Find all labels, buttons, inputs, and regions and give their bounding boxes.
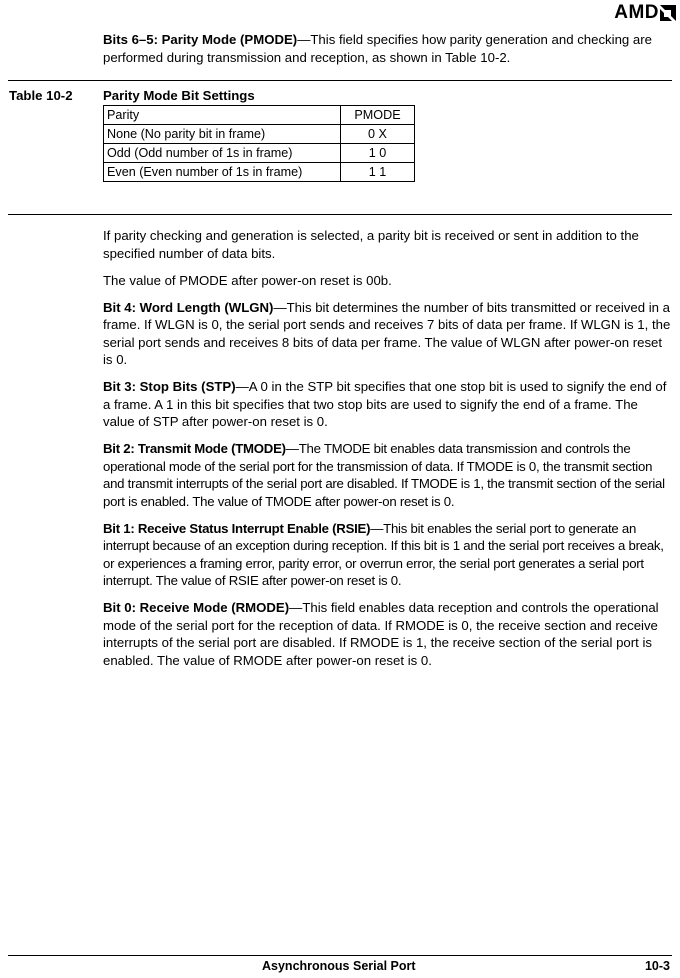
- table-row: [104, 125, 415, 144]
- rsie-heading: Bit 1: Receive Status Interrupt Enable (RSIE): [103, 520, 371, 536]
- parity-mode-table: [103, 105, 415, 182]
- paragraph-text: —This bit enables the serial port to generate an interrupt because of an exception during reception. If this bit is 1 and the serial port receives a break, or experiences a framing error, parity error, or overrun error, the serial port generates a serial port interrupt. The value of RSIE after power-on reset is 0.: [103, 520, 664, 588]
- wlgn-description: [103, 299, 673, 369]
- pmode-heading: Bits 6–5: Parity Mode (PMODE): [103, 32, 298, 47]
- table-row: [104, 163, 415, 182]
- cell-parity: Odd (Odd number of 1s in frame): [104, 144, 341, 163]
- rmode-description: [103, 599, 673, 669]
- paragraph-text: —A 0 in the STP bit specifies that one stop bit is used to signify the end of a frame. A 1 in this bit specifies that two stop bits are used to signify the end of a frame. The value of STP after power-on reset is 0.: [103, 379, 667, 429]
- header-pmode: PMODE: [341, 106, 415, 125]
- amd-arrow-icon: [660, 5, 676, 21]
- footer-chapter-title: Asynchronous Serial Port: [262, 959, 416, 973]
- paragraph-text: The value of PMODE after power-on reset is 00b.: [103, 272, 392, 288]
- parity-note: [103, 227, 673, 262]
- pmode-description: [103, 31, 673, 66]
- table-row: [104, 144, 415, 163]
- cell-pmode: 0 X: [341, 125, 415, 144]
- logo-text: AMD: [614, 2, 659, 23]
- header-parity: Parity: [104, 106, 341, 125]
- pmode-reset-note: [103, 272, 673, 290]
- stp-heading: Bit 3: Stop Bits (STP): [103, 379, 236, 394]
- cell-parity: Even (Even number of 1s in frame): [104, 163, 341, 182]
- stp-description: [103, 378, 673, 431]
- cell-parity: None (No parity bit in frame): [104, 125, 341, 144]
- page-number: 10-3: [644, 959, 670, 973]
- pmode-text: —This field specifies how parity generation and checking are performed during transmission and reception, as shown in Table 10-2.: [103, 32, 652, 65]
- cell-pmode: 1 1: [341, 163, 415, 182]
- table-title: Parity Mode Bit Settings: [103, 88, 255, 103]
- tmode-heading: Bit 2: Transmit Mode (TMODE): [103, 441, 286, 456]
- rmode-heading: Bit 0: Receive Mode (RMODE): [103, 600, 290, 615]
- table-top-rule: [8, 80, 672, 81]
- paragraph-text: —This bit determines the number of bits transmitted or received in a frame. If WLGN is 0, the serial port sends and receives 7 bits of data per frame. If WLGN is 1, the serial port sends and receives 8 bits of data per frame. The value of WLGN after power-on reset is 0.: [103, 299, 671, 367]
- rsie-description: [103, 520, 673, 590]
- wlgn-heading: Bit 4: Word Length (WLGN): [103, 299, 274, 315]
- amd-logo: [614, 2, 676, 24]
- table-header-row: [104, 106, 415, 125]
- table-number: Table 10-2: [9, 88, 73, 103]
- register-bit-descriptions: [103, 227, 673, 679]
- cell-pmode: 1 0: [341, 144, 415, 163]
- paragraph-text: —This field enables data reception and controls the operational mode of the serial port for the reception of data. If RMODE is 0, the receive section and receive interrupts of the serial port are disabled. If RMODE is 1, the receive section of the serial port is enabled. The value of RMODE after power-on reset is 0.: [103, 600, 659, 668]
- table-bottom-rule: [8, 214, 672, 215]
- paragraph-text: —The TMODE bit enables data transmission and controls the operational mode of the serial port for the transmission of data. If TMODE is 0, the transmit section and transmit interrupts of the serial port are disabled. If TMODE is 1, the transmit section of the serial port is enabled. The value of TMODE after power-on reset is 0.: [103, 441, 665, 509]
- paragraph-text: If parity checking and generation is selected, a parity bit is received or sent in addition to the specified number of data bits.: [103, 228, 639, 261]
- footer-rule: [8, 955, 672, 956]
- tmode-description: [103, 440, 673, 510]
